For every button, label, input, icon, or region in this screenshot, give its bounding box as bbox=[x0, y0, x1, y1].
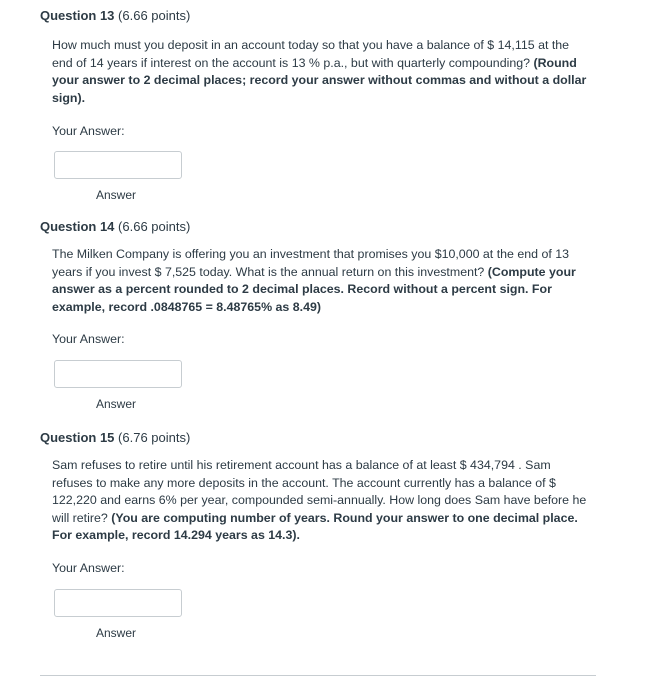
question-header bbox=[40, 8, 600, 24]
section-divider bbox=[40, 675, 596, 676]
answer-input-q14[interactable] bbox=[54, 360, 182, 388]
your-answer-label: Your Answer: bbox=[52, 124, 125, 139]
question-13 bbox=[40, 8, 600, 202]
question-prompt: The Milken Company is offering you an investment that promises you $10,000 at the end of 13 years if you invest $ 7,525 today. What is the annual return on this investment? bbox=[52, 247, 570, 279]
question-title: Question 15 bbox=[40, 430, 115, 445]
question-points: (6.66 points) bbox=[118, 8, 191, 23]
question-title: Question 14 bbox=[40, 219, 115, 234]
question-14 bbox=[40, 219, 600, 411]
answer-caption: Answer bbox=[96, 397, 137, 412]
question-points: (6.66 points) bbox=[118, 219, 191, 234]
question-text bbox=[52, 457, 592, 545]
question-prompt: Sam refuses to retire until his retirement account has a balance of at least $ 434,794 . Sam refuses to make any more deposits in the account. The account currently has a balance of $ 122,220 and earns 6% per year, compounded semi-annually. How long does Sam have before he will retire? bbox=[52, 458, 587, 525]
question-instruction: (You are computing number of years. Round your answer to one decimal place. For example, record 14.294 years as 14.3). bbox=[52, 510, 578, 543]
question-text bbox=[52, 246, 592, 316]
question-points: (6.76 points) bbox=[118, 430, 191, 445]
question-15 bbox=[40, 430, 600, 640]
question-title: Question 13 bbox=[40, 8, 115, 23]
question-instruction: (Round your answer to 2 decimal places; record your answer without commas and without a dollar sign). bbox=[52, 55, 587, 105]
your-answer-label: Your Answer: bbox=[52, 332, 125, 347]
question-header bbox=[40, 430, 600, 446]
answer-input-q13[interactable] bbox=[54, 151, 182, 179]
answer-input-q15[interactable] bbox=[54, 589, 182, 617]
answer-caption: Answer bbox=[96, 188, 137, 203]
question-text bbox=[52, 37, 592, 107]
question-instruction: (Compute your answer as a percent rounded to 2 decimal places. Record without a percent sign. For example, record .0848765 = 8.48765% as 8.49) bbox=[52, 264, 576, 314]
question-prompt: How much must you deposit in an account today so that you have a balance of $ 14,115 at the end of 14 years if interest on the account is 13 % p.a., but with quarterly compounding? bbox=[52, 38, 570, 70]
your-answer-label: Your Answer: bbox=[52, 560, 125, 575]
question-header bbox=[40, 219, 600, 235]
answer-caption: Answer bbox=[96, 625, 137, 640]
